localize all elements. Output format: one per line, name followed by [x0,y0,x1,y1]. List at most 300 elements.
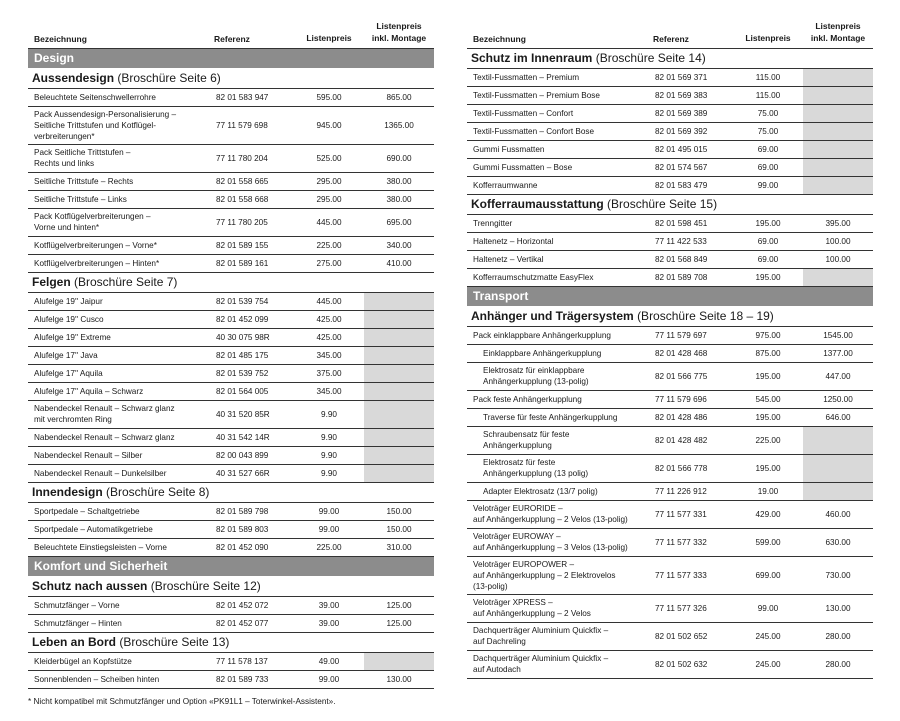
item-name-line: Alufelge 19'' Cusco [34,314,104,324]
item-name [28,364,214,382]
item-reference: 82 01 583 947 [214,88,294,106]
item-name [467,140,653,158]
item-price-mounted: 125.00 [364,614,434,632]
item-name-line: Nabendeckel Renault – Silber [34,450,143,460]
item-name [467,556,653,594]
item-price-mounted-empty [364,382,434,400]
item-name-line: Veloträger EUROWAY – [473,532,561,541]
table-row [28,106,434,144]
item-reference: 77 11 577 332 [653,528,733,556]
item-name [28,428,214,446]
item-name-line: Gummi Fussmatten [473,144,545,154]
item-price-mounted: 690.00 [364,144,434,172]
section-title: Schutz nach aussen [32,578,148,593]
table-row [467,556,873,594]
item-name [467,232,653,250]
table-row [28,236,434,254]
right-price-column [467,0,873,679]
category-title: Design [28,48,434,68]
item-price-mounted: 100.00 [803,232,873,250]
item-price: 525.00 [294,144,364,172]
item-reference: 82 01 569 371 [653,68,733,86]
item-reference: 82 01 452 077 [214,614,294,632]
item-reference: 82 01 589 155 [214,236,294,254]
item-price: 295.00 [294,190,364,208]
item-name [28,446,214,464]
item-name-line: mit verchromten Ring [34,415,112,424]
item-name [28,670,214,688]
right-price-table [467,0,873,679]
item-price-mounted-empty [364,464,434,482]
table-row [28,208,434,236]
item-price-mounted: 1250.00 [803,390,873,408]
item-price-mounted-empty [803,104,873,122]
item-price: 75.00 [733,104,803,122]
item-reference: 82 01 495 015 [653,140,733,158]
item-reference: 77 11 579 696 [653,390,733,408]
item-name-line: Seitliche Trittstufe – Rechts [34,176,134,186]
item-price: 99.00 [294,502,364,520]
section-header [467,48,873,68]
item-price: 375.00 [294,364,364,382]
right-table-body [467,48,873,678]
item-price: 69.00 [733,140,803,158]
table-row [28,520,434,538]
table-row [28,254,434,272]
header-referenz: Referenz [653,0,733,48]
item-price-mounted: 865.00 [364,88,434,106]
item-name-line: Pack feste Anhängerkupplung [473,394,582,404]
item-price: 75.00 [733,122,803,140]
item-name-line: Nabendeckel Renault – Schwarz glanz [34,432,175,442]
item-reference: 82 01 539 752 [214,364,294,382]
item-price-mounted-empty [803,176,873,194]
item-reference: 82 01 569 389 [653,104,733,122]
table-row [467,326,873,344]
item-price: 195.00 [733,214,803,232]
item-name-line: Sportpedale – Automatikgetriebe [34,524,153,534]
item-name [467,528,653,556]
item-price: 99.00 [294,520,364,538]
item-name-line: Alufelge 17'' Aquila – Schwarz [34,386,144,396]
table-header-row [28,0,434,48]
header-bezeichnung: Bezeichnung [467,0,653,48]
item-price-mounted: 130.00 [803,594,873,622]
header-referenz: Referenz [214,0,294,48]
item-price: 295.00 [294,172,364,190]
header-listenpreis: Listenpreis [294,0,364,48]
item-name-line: Nabendeckel Renault – Dunkelsilber [34,468,167,478]
item-name [28,346,214,364]
item-name-line: Haltenetz – Horizontal [473,236,554,246]
item-price: 99.00 [733,594,803,622]
item-price: 9.90 [294,428,364,446]
item-price-mounted: 130.00 [364,670,434,688]
item-price-mounted-empty [803,482,873,500]
item-price-mounted: 310.00 [364,538,434,556]
item-name-line: Rechts und links [34,159,95,168]
item-name [28,310,214,328]
item-name [467,250,653,268]
item-reference: 77 11 579 697 [653,326,733,344]
left-table-body [28,48,434,688]
table-row [467,268,873,286]
item-name [467,390,653,408]
item-name-line: Kotflügelverbreiterungen – Hinten* [34,258,160,268]
section-header [28,68,434,88]
table-row [467,408,873,426]
item-price-mounted: 280.00 [803,650,873,678]
section-page-ref: (Broschüre Seite 18 – 19) [637,308,774,323]
section-page-ref: (Broschüre Seite 15) [607,196,718,211]
item-reference: 82 01 589 708 [653,268,733,286]
table-row [467,214,873,232]
table-row [28,538,434,556]
item-price-mounted: 1377.00 [803,344,873,362]
table-row [467,122,873,140]
item-reference: 40 31 527 66R [214,464,294,482]
item-reference: 77 11 578 137 [214,652,294,670]
item-price-mounted-empty [364,328,434,346]
item-price-mounted-empty [364,364,434,382]
item-price: 9.90 [294,400,364,428]
item-price-mounted-empty [364,652,434,670]
item-reference: 82 01 589 798 [214,502,294,520]
item-name [28,464,214,482]
item-price-mounted-empty [364,292,434,310]
item-name-line: Traverse für feste Anhängerkupplung [483,412,618,422]
item-price: 19.00 [733,482,803,500]
item-price: 595.00 [294,88,364,106]
item-reference: 82 01 569 383 [653,86,733,104]
item-name-line: Anhängerkupplung [483,441,552,450]
item-name [467,500,653,528]
item-name [467,454,653,482]
item-price-mounted: 447.00 [803,362,873,390]
item-name [28,538,214,556]
item-price-mounted: 150.00 [364,502,434,520]
item-price: 445.00 [294,208,364,236]
item-price-mounted: 730.00 [803,556,873,594]
category-title: Komfort und Sicherheit [28,556,434,576]
item-name-line: Anhängerkupplung (13-polig) [483,377,589,386]
item-reference: 82 01 566 775 [653,362,733,390]
item-price: 99.00 [294,670,364,688]
item-price: 225.00 [294,236,364,254]
item-name-line: Schmutzfänger – Hinten [34,618,122,628]
item-name-line: Vorne und hinten* [34,223,100,232]
item-name-line: Trenngitter [473,218,513,228]
table-row [28,88,434,106]
item-reference: 82 00 043 899 [214,446,294,464]
section-header [28,632,434,652]
item-reference: 82 01 564 005 [214,382,294,400]
item-reference: 82 01 558 668 [214,190,294,208]
item-name-line: Textil-Fussmatten – Premium Bose [473,90,600,100]
item-name-line: Pack Kotflügelverbreiterungen – [34,212,151,221]
table-row [28,670,434,688]
table-row [467,650,873,678]
item-name-line: Beleuchtete Einstiegsleisten – Vorne [34,542,167,552]
item-name [28,144,214,172]
item-price: 69.00 [733,158,803,176]
item-name-line: (13-polig) [473,581,508,591]
table-row [28,364,434,382]
item-price: 225.00 [294,538,364,556]
item-name-line: Schraubensatz für feste [483,430,570,439]
item-name-line: Dachquerträger Aluminium Quickfix – [473,654,609,663]
item-reference: 82 01 485 175 [214,346,294,364]
item-name [28,520,214,538]
table-row [467,140,873,158]
item-price: 699.00 [733,556,803,594]
table-row [467,362,873,390]
table-row [28,382,434,400]
table-row [467,344,873,362]
item-reference: 82 01 568 849 [653,250,733,268]
table-row [467,482,873,500]
item-name [467,68,653,86]
item-price: 69.00 [733,250,803,268]
table-row [467,594,873,622]
table-row [28,502,434,520]
item-name [467,86,653,104]
item-name [467,650,653,678]
item-name [28,614,214,632]
section-header [467,194,873,214]
item-name [28,400,214,428]
item-price-mounted: 1365.00 [364,106,434,144]
table-row [467,232,873,250]
item-name-line: Veloträger XPRESS – [473,598,553,607]
item-price-mounted: 460.00 [803,500,873,528]
item-name [28,190,214,208]
item-name-line: Sportpedale – Schaltgetriebe [34,506,140,516]
table-row [28,328,434,346]
category-header [28,556,434,576]
item-price: 49.00 [294,652,364,670]
item-name-line: Pack Seitliche Trittstufen – [34,148,131,157]
item-name-line: Textil-Fussmatten – Premium [473,72,580,82]
table-row [467,176,873,194]
item-reference: 82 01 428 468 [653,344,733,362]
item-reference: 77 11 780 204 [214,144,294,172]
section-title: Schutz im Innenraum [471,50,593,65]
item-price: 345.00 [294,346,364,364]
item-name [467,622,653,650]
item-price: 39.00 [294,596,364,614]
item-price-mounted: 410.00 [364,254,434,272]
item-reference: 82 01 569 392 [653,122,733,140]
item-name [28,172,214,190]
item-name-line: Pack Aussendesign-Personalisierung – [34,109,177,119]
section-title: Aussendesign [32,70,115,85]
item-name-line: Pack einklappbare Anhängerkupplung [473,330,611,340]
item-price-mounted: 1545.00 [803,326,873,344]
category-header [467,286,873,306]
table-row [467,390,873,408]
item-name-line: Seitliche Trittstufe – Links [34,194,127,204]
item-name-line: verbreiterungen* [34,131,95,141]
item-reference: 77 11 780 205 [214,208,294,236]
table-row [467,454,873,482]
table-row [28,428,434,446]
item-reference: 82 01 452 090 [214,538,294,556]
section-title: Felgen [32,274,71,289]
item-name [467,344,653,362]
item-price: 195.00 [733,454,803,482]
item-name [467,482,653,500]
footnote: * Nicht kompatibel mit Schmutzfänger und Option «PK91L1 – Toterwinkel-Assistent». [28,697,336,706]
item-price-mounted-empty [364,310,434,328]
item-name [28,596,214,614]
item-price: 245.00 [733,650,803,678]
item-name-line: Alufelge 19'' Extreme [34,332,111,342]
item-price-mounted-empty [803,268,873,286]
item-name-line: auf Anhängerkupplung – 2 Velos [473,609,591,618]
table-row [28,596,434,614]
item-name-line: Schmutzfänger – Vorne [34,600,120,610]
item-price: 195.00 [733,408,803,426]
item-price: 425.00 [294,328,364,346]
item-name-line: auf Autodach [473,665,521,674]
item-name-line: Textil-Fussmatten – Confort [473,108,574,118]
item-price-mounted: 340.00 [364,236,434,254]
category-header [28,48,434,68]
section-header [28,576,434,596]
table-row [467,68,873,86]
item-name [467,268,653,286]
table-row [467,622,873,650]
section-page-ref: (Broschüre Seite 6) [117,70,221,85]
item-name-line: Dachquerträger Aluminium Quickfix – [473,626,609,635]
table-row [28,400,434,428]
item-name [467,408,653,426]
item-name-line: Alufelge 19'' Jaipur [34,296,103,306]
item-name-line: Beleuchtete Seitenschwellerrohre [34,92,156,102]
item-price-mounted-empty [803,122,873,140]
item-name [467,104,653,122]
item-name-line: Elektrosatz für einklappbare [483,366,585,375]
section-title: Leben an Bord [32,634,117,649]
section-header [28,482,434,502]
item-name-line: Seitliche Trittstufen und Kotflügel- [34,120,156,130]
item-name-line: Gummi Fussmatten – Bose [473,162,573,172]
item-price: 195.00 [733,268,803,286]
item-price-mounted-empty [803,454,873,482]
item-name-line: Einklappbare Anhängerkupplung [483,348,602,358]
item-reference: 82 01 589 733 [214,670,294,688]
item-price: 429.00 [733,500,803,528]
item-price: 115.00 [733,86,803,104]
item-price: 39.00 [294,614,364,632]
item-reference: 82 01 566 778 [653,454,733,482]
item-reference: 82 01 502 632 [653,650,733,678]
table-row [467,104,873,122]
item-reference: 77 11 577 333 [653,556,733,594]
item-name-line: Kofferraumwanne [473,180,538,190]
item-name [467,326,653,344]
item-price-mounted: 646.00 [803,408,873,426]
left-price-table [28,0,434,689]
item-name-line: Textil-Fussmatten – Confort Bose [473,126,595,136]
table-row [28,292,434,310]
table-row [28,346,434,364]
section-page-ref: (Broschüre Seite 8) [106,484,210,499]
table-row [28,144,434,172]
item-name-line: Kotflügelverbreiterungen – Vorne* [34,240,157,250]
table-row [467,528,873,556]
item-price-mounted-empty [364,446,434,464]
item-name [28,652,214,670]
item-price: 115.00 [733,68,803,86]
left-price-column [28,0,434,689]
header-listenpreis: Listenpreis [733,0,803,48]
section-title: Kofferraumausstattung [471,196,604,211]
item-name [28,502,214,520]
section-page-ref: (Broschüre Seite 13) [119,634,230,649]
table-row [28,614,434,632]
item-price: 875.00 [733,344,803,362]
item-name [28,208,214,236]
category-title: Transport [467,286,873,306]
table-row [28,310,434,328]
section-page-ref: (Broschüre Seite 14) [595,50,706,65]
item-name [28,328,214,346]
item-price-mounted-empty [803,426,873,454]
table-row [28,190,434,208]
item-price-mounted-empty [803,158,873,176]
item-price-mounted: 695.00 [364,208,434,236]
item-price: 245.00 [733,622,803,650]
item-reference: 82 01 589 803 [214,520,294,538]
item-price-mounted-empty [803,140,873,158]
item-name [467,214,653,232]
item-name [28,382,214,400]
section-page-ref: (Broschüre Seite 7) [74,274,178,289]
item-name-line: Alufelge 17'' Aquila [34,368,103,378]
item-price: 9.90 [294,446,364,464]
table-row [467,500,873,528]
item-price: 599.00 [733,528,803,556]
item-price-mounted: 150.00 [364,520,434,538]
item-price-mounted-empty [364,400,434,428]
item-reference: 82 01 589 161 [214,254,294,272]
item-name [467,122,653,140]
item-reference: 77 11 422 533 [653,232,733,250]
item-name [467,158,653,176]
item-name-line: Anhängerkupplung (13 polig) [483,469,589,478]
table-row [467,250,873,268]
item-price-mounted-empty [364,428,434,446]
item-name [28,88,214,106]
item-price: 225.00 [733,426,803,454]
item-price-mounted: 395.00 [803,214,873,232]
item-name [467,176,653,194]
item-reference: 77 11 577 331 [653,500,733,528]
item-reference: 77 11 577 326 [653,594,733,622]
item-price: 275.00 [294,254,364,272]
table-row [28,172,434,190]
item-price-mounted: 630.00 [803,528,873,556]
item-name-line: Veloträger EUROPOWER – [473,559,575,569]
item-reference: 82 01 452 099 [214,310,294,328]
item-reference: 82 01 539 754 [214,292,294,310]
item-name-line: Kleiderbügel an Kopfstütze [34,656,132,666]
item-price-mounted: 100.00 [803,250,873,268]
section-title: Innendesign [32,484,103,499]
header-listenpreis-montage: Listenpreis inkl. Montage [364,0,434,48]
